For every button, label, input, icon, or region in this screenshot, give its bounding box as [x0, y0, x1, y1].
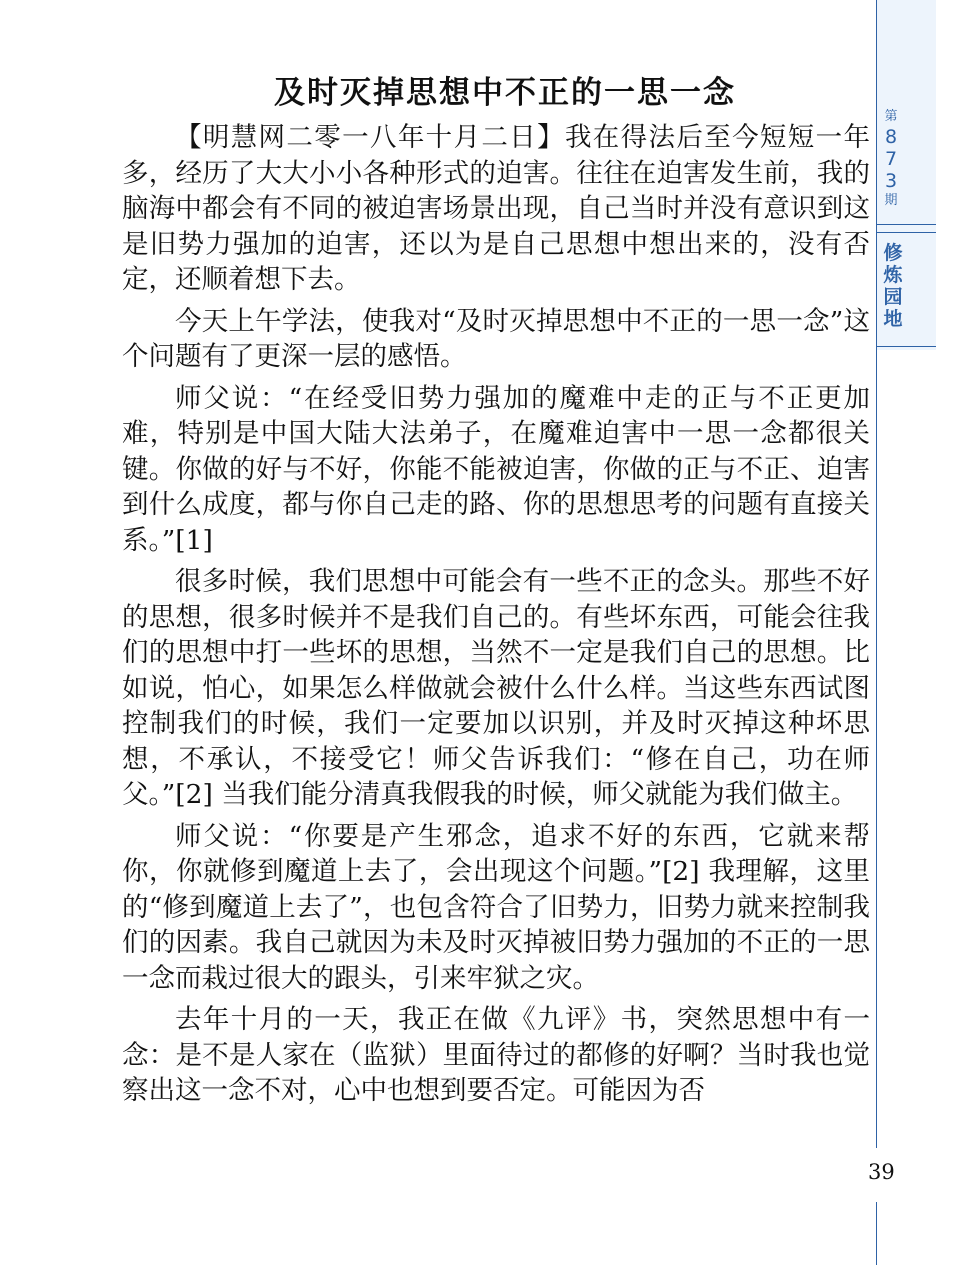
sidebar-divider [876, 346, 936, 347]
sidebar-divider [876, 224, 936, 225]
sidebar-divider [876, 232, 936, 233]
issue-suffix: 期 [884, 193, 898, 208]
article [122, 70, 870, 1115]
article-paragraph: 很多时候，我们思想中可能会有一些不正的念头。那些不好的思想，很多时候并不是我们自己的。有些坏东西，可能会往我们的思想中打一些坏的思想，当然不一定是我们自己的思想。比如说，怕心，如果怎么样做就会被什么什么样。当这些东西试图控制我们的时候，我们一定要加以识别，并及时灭掉这种坏思想，不承认，不接受它！师父告诉我们：“修在自己，功在师父。”[2] 当我们能分清真我假我的时候，师父就能为我们做主。 [122, 566, 870, 810]
issue-prefix: 第 [884, 109, 898, 124]
sidebar-rule [876, 0, 877, 1265]
article-paragraph: 【明慧网二零一八年十月二日】我在得法后至今短短一年多，经历了大大小小各种形式的迫害。往往在迫害发生前，我的脑海中都会有不同的被迫害场景出现，自己当时并没有意识到这是旧势力强加的迫害，还以为是自己思想中想出来的，没有否定，还顺着想下去。 [122, 122, 870, 295]
issue-digit: 8 [884, 126, 898, 148]
article-title: 及时灭掉思想中不正的一思一念 [274, 75, 736, 111]
issue-label [878, 108, 904, 210]
section-label [880, 242, 906, 330]
section-char: 炼 [883, 264, 903, 286]
section-char: 园 [883, 286, 903, 308]
article-paragraph: 师父说：“在经受旧势力强加的魔难中走的正与不正更加难，特别是中国大陆大法弟子，在魔难迫害中一思一念都很关键。你做的好与不好，你能不能被迫害，你做的正与不正、迫害到什么成度，都与你自己走的路、你的思想思考的问题有直接关系。”[1] [122, 382, 870, 556]
issue-digit: 3 [884, 170, 898, 192]
section-char: 地 [883, 308, 903, 330]
section-char: 修 [883, 242, 903, 264]
page-number: 39 [868, 1160, 895, 1184]
article-paragraph: 今天上午学法，使我对“及时灭掉思想中不正的一思一念”这个问题有了更深一层的感悟。 [122, 305, 870, 372]
issue-digit: 7 [884, 148, 898, 170]
article-paragraph: 师父说：“你要是产生邪念，追求不好的东西，它就来帮你，你就修到魔道上去了，会出现这个问题。”[2] 我理解，这里的“修到魔道上去了”，也包含符合了旧势力，旧势力就来控制我们的因素。我自己就因为未及时灭掉被旧势力强加的不正的一思一念而栽过很大的跟头，引来牢狱之灾。 [122, 820, 870, 994]
article-paragraph: 去年十月的一天，我正在做《九评》书，突然思想中有一念：是不是人家在（监狱）里面待过的都修的好啊？当时我也觉察出这一念不对，心中也想到要否定。可能因为否 [122, 1004, 870, 1106]
